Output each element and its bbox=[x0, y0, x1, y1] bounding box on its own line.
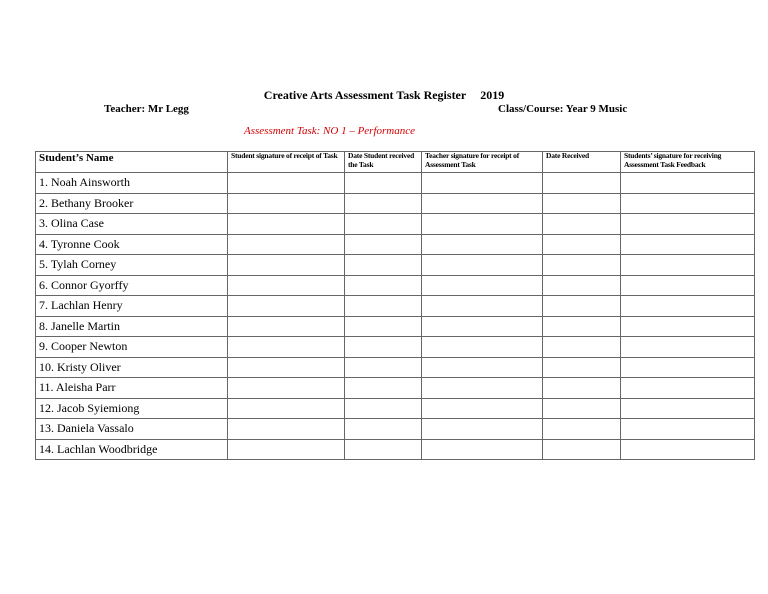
date-received-cell[interactable] bbox=[543, 357, 621, 378]
feedback-signature-cell[interactable] bbox=[621, 357, 755, 378]
column-header-student-signature: Student signature of receipt of Task bbox=[228, 152, 345, 173]
table-row bbox=[36, 255, 755, 276]
student-name-cell: 13. Daniela Vassalo bbox=[36, 419, 228, 440]
teacher-signature-cell[interactable] bbox=[422, 275, 543, 296]
student-signature-cell[interactable] bbox=[228, 296, 345, 317]
feedback-signature-cell[interactable] bbox=[621, 214, 755, 235]
student-name-cell: 5. Tylah Corney bbox=[36, 255, 228, 276]
feedback-signature-cell[interactable] bbox=[621, 296, 755, 317]
student-name-cell: 2. Bethany Brooker bbox=[36, 193, 228, 214]
student-signature-cell[interactable] bbox=[228, 255, 345, 276]
date-student-received-cell[interactable] bbox=[345, 193, 422, 214]
feedback-signature-cell[interactable] bbox=[621, 439, 755, 460]
feedback-signature-cell[interactable] bbox=[621, 193, 755, 214]
student-name-cell: 1. Noah Ainsworth bbox=[36, 173, 228, 194]
date-received-cell[interactable] bbox=[543, 337, 621, 358]
student-signature-cell[interactable] bbox=[228, 419, 345, 440]
column-header-teacher-signature: Teacher signature for receipt of Assessment Task bbox=[422, 152, 543, 173]
column-header-student-name: Student’s Name bbox=[36, 152, 228, 173]
student-signature-cell[interactable] bbox=[228, 378, 345, 399]
student-signature-cell[interactable] bbox=[228, 316, 345, 337]
header-row bbox=[36, 152, 755, 173]
date-received-cell[interactable] bbox=[543, 316, 621, 337]
student-name-cell: 12. Jacob Syiemiong bbox=[36, 398, 228, 419]
table-row bbox=[36, 316, 755, 337]
student-signature-cell[interactable] bbox=[228, 234, 345, 255]
date-student-received-cell[interactable] bbox=[345, 337, 422, 358]
assessment-task-label: Assessment Task: NO 1 – Performance bbox=[244, 125, 415, 137]
feedback-signature-cell[interactable] bbox=[621, 398, 755, 419]
table-row bbox=[36, 357, 755, 378]
table-row bbox=[36, 193, 755, 214]
student-signature-cell[interactable] bbox=[228, 398, 345, 419]
table-row bbox=[36, 419, 755, 440]
date-student-received-cell[interactable] bbox=[345, 234, 422, 255]
student-name-cell: 9. Cooper Newton bbox=[36, 337, 228, 358]
teacher-signature-cell[interactable] bbox=[422, 337, 543, 358]
date-received-cell[interactable] bbox=[543, 234, 621, 255]
feedback-signature-cell[interactable] bbox=[621, 234, 755, 255]
table-row bbox=[36, 398, 755, 419]
date-received-cell[interactable] bbox=[543, 275, 621, 296]
date-received-cell[interactable] bbox=[543, 296, 621, 317]
student-signature-cell[interactable] bbox=[228, 337, 345, 358]
teacher-signature-cell[interactable] bbox=[422, 193, 543, 214]
date-student-received-cell[interactable] bbox=[345, 296, 422, 317]
date-received-cell[interactable] bbox=[543, 439, 621, 460]
date-received-cell[interactable] bbox=[543, 419, 621, 440]
date-received-cell[interactable] bbox=[543, 378, 621, 399]
table-row bbox=[36, 234, 755, 255]
teacher-signature-cell[interactable] bbox=[422, 173, 543, 194]
teacher-label: Teacher: Mr Legg bbox=[104, 103, 189, 115]
teacher-signature-cell[interactable] bbox=[422, 214, 543, 235]
feedback-signature-cell[interactable] bbox=[621, 419, 755, 440]
table-row bbox=[36, 337, 755, 358]
date-student-received-cell[interactable] bbox=[345, 255, 422, 276]
teacher-signature-cell[interactable] bbox=[422, 419, 543, 440]
teacher-signature-cell[interactable] bbox=[422, 357, 543, 378]
feedback-signature-cell[interactable] bbox=[621, 255, 755, 276]
table-row bbox=[36, 275, 755, 296]
student-name-cell: 10. Kristy Oliver bbox=[36, 357, 228, 378]
table-row bbox=[36, 439, 755, 460]
date-received-cell[interactable] bbox=[543, 398, 621, 419]
student-signature-cell[interactable] bbox=[228, 173, 345, 194]
teacher-signature-cell[interactable] bbox=[422, 234, 543, 255]
date-received-cell[interactable] bbox=[543, 173, 621, 194]
student-name-cell: 4. Tyronne Cook bbox=[36, 234, 228, 255]
student-signature-cell[interactable] bbox=[228, 275, 345, 296]
table-row bbox=[36, 173, 755, 194]
course-label: Class/Course: Year 9 Music bbox=[498, 103, 628, 115]
column-header-feedback-signature: Students’ signature for receiving Assessment Task Feedback bbox=[621, 152, 755, 173]
student-name-cell: 6. Connor Gyorffy bbox=[36, 275, 228, 296]
date-student-received-cell[interactable] bbox=[345, 419, 422, 440]
column-header-date-received: Date Received bbox=[543, 152, 621, 173]
feedback-signature-cell[interactable] bbox=[621, 173, 755, 194]
table-row bbox=[36, 214, 755, 235]
student-signature-cell[interactable] bbox=[228, 357, 345, 378]
feedback-signature-cell[interactable] bbox=[621, 275, 755, 296]
student-signature-cell[interactable] bbox=[228, 214, 345, 235]
title-text: Creative Arts Assessment Task Register bbox=[263, 88, 467, 102]
title-year: 2019 bbox=[480, 88, 505, 102]
date-student-received-cell[interactable] bbox=[345, 214, 422, 235]
teacher-signature-cell[interactable] bbox=[422, 439, 543, 460]
feedback-signature-cell[interactable] bbox=[621, 316, 755, 337]
date-student-received-cell[interactable] bbox=[345, 316, 422, 337]
teacher-signature-cell[interactable] bbox=[422, 316, 543, 337]
student-name-cell: 14. Lachlan Woodbridge bbox=[36, 439, 228, 460]
table-row bbox=[36, 296, 755, 317]
student-signature-cell[interactable] bbox=[228, 439, 345, 460]
date-received-cell[interactable] bbox=[543, 193, 621, 214]
register-title bbox=[0, 88, 768, 103]
teacher-signature-cell[interactable] bbox=[422, 296, 543, 317]
date-student-received-cell[interactable] bbox=[345, 398, 422, 419]
date-student-received-cell[interactable] bbox=[345, 173, 422, 194]
teacher-signature-cell[interactable] bbox=[422, 255, 543, 276]
date-student-received-cell[interactable] bbox=[345, 439, 422, 460]
student-name-cell: 11. Aleisha Parr bbox=[36, 378, 228, 399]
date-received-cell[interactable] bbox=[543, 214, 621, 235]
date-student-received-cell[interactable] bbox=[345, 275, 422, 296]
student-name-cell: 7. Lachlan Henry bbox=[36, 296, 228, 317]
column-header-date-student-received: Date Student received the Task bbox=[345, 152, 422, 173]
date-received-cell[interactable] bbox=[543, 255, 621, 276]
date-student-received-cell[interactable] bbox=[345, 378, 422, 399]
register-table bbox=[35, 151, 755, 460]
feedback-signature-cell[interactable] bbox=[621, 378, 755, 399]
student-name-cell: 3. Olina Case bbox=[36, 214, 228, 235]
feedback-signature-cell[interactable] bbox=[621, 337, 755, 358]
table-row bbox=[36, 378, 755, 399]
date-student-received-cell[interactable] bbox=[345, 357, 422, 378]
teacher-signature-cell[interactable] bbox=[422, 398, 543, 419]
student-name-cell: 8. Janelle Martin bbox=[36, 316, 228, 337]
teacher-signature-cell[interactable] bbox=[422, 378, 543, 399]
student-signature-cell[interactable] bbox=[228, 193, 345, 214]
